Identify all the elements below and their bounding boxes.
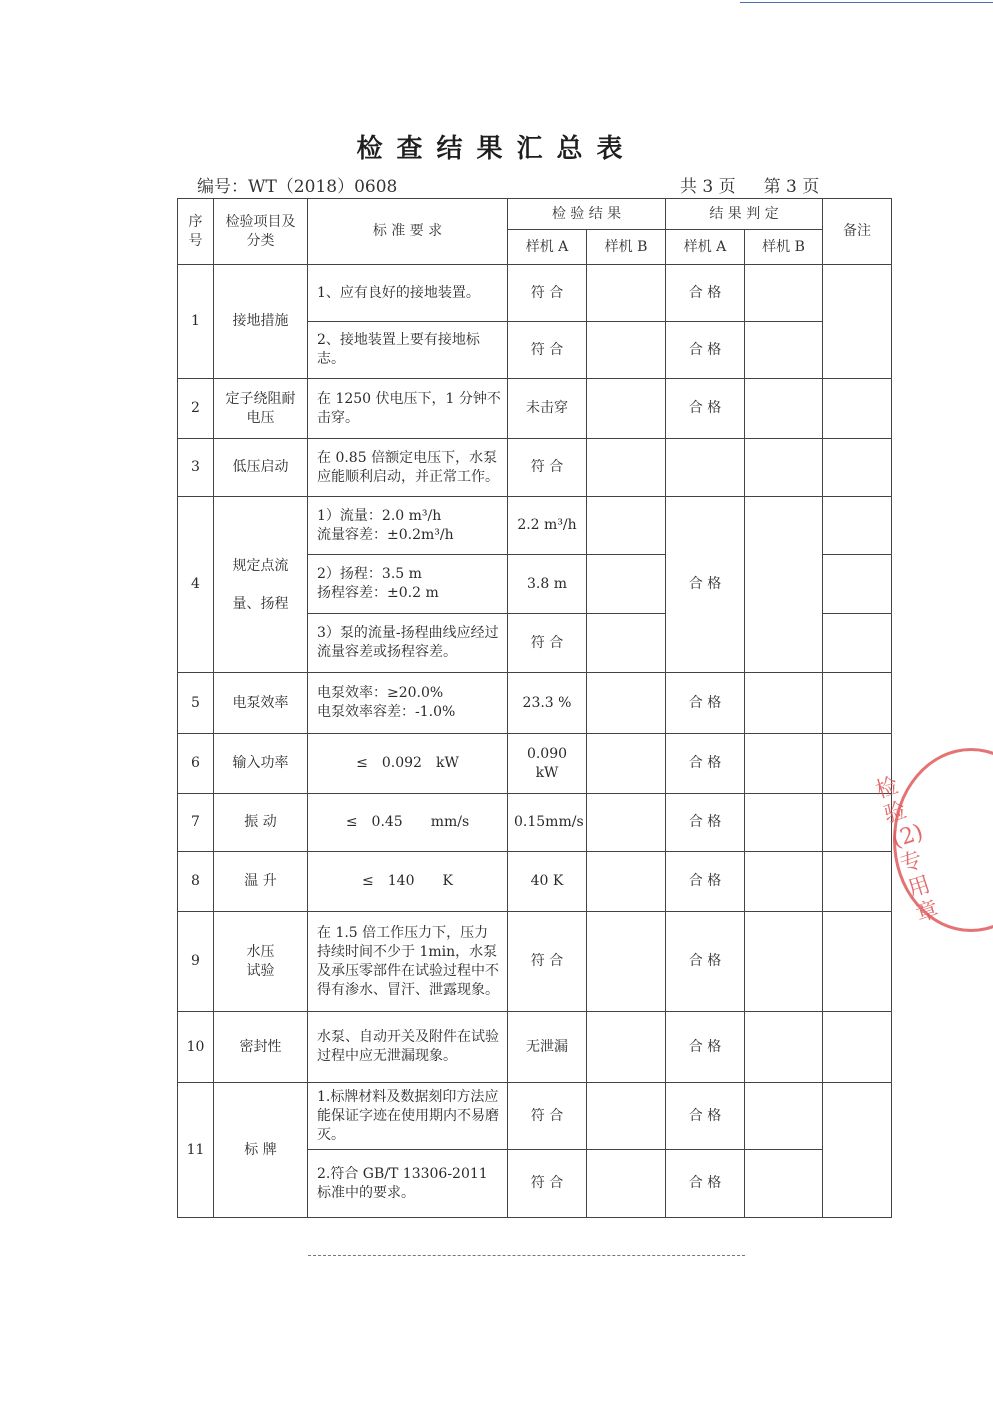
row-judge-b [745,265,823,322]
row-result-a: 23.3 % [508,673,587,734]
row-remark [823,673,892,734]
row-result-a: 0.090 kW [508,734,587,794]
header-sample-b: 样机 B [587,230,666,265]
header-row-1 [178,199,892,230]
row-judge-a: 合 格 [666,322,745,379]
header-seq: 序号 [178,199,214,265]
table-row [178,673,892,734]
row-remark [823,614,892,673]
row-judge-b [745,439,823,497]
row-seq: 4 [178,497,214,673]
row-seq: 8 [178,852,214,912]
row-seq: 9 [178,912,214,1012]
header-remark: 备注 [823,199,892,265]
row-result-a: 40 K [508,852,587,912]
row-remark [823,1012,892,1083]
total-pages: 共 3 页 [680,177,736,197]
requirement-line: 电泵效率：≥20.0% [317,685,444,701]
row-result-b [587,439,666,497]
row-judge-a: 合 格 [666,1012,745,1083]
row-result-a: 符 合 [508,1150,587,1218]
row-result-a: 符 合 [508,439,587,497]
row-judge-a: 合 格 [666,265,745,322]
row-result-a: 未击穿 [508,379,587,439]
row-requirement: 2.符合 GB/T 13306-2011 标准中的要求。 [308,1150,508,1218]
row-result-b [587,265,666,322]
row-seq: 1 [178,265,214,379]
row-result-b [587,1150,666,1218]
row-result-a: 符 合 [508,1083,587,1150]
row-remark [823,912,892,1012]
row-judge-a: 合 格 [666,379,745,439]
row-result-a: 符 合 [508,614,587,673]
row-judge-b [745,1012,823,1083]
row-result-a: 符 合 [508,322,587,379]
row-remark [823,555,892,614]
row-remark [823,379,892,439]
row-seq: 3 [178,439,214,497]
row-requirement: 2、接地装置上要有接地标志。 [308,322,508,379]
row-requirement: ≤ 0.092 kW [308,734,508,794]
table-row [178,497,892,555]
requirement-line: 2）扬程：3.5 m [317,566,422,582]
row-result-b [587,734,666,794]
row-result-b [587,852,666,912]
row-seq: 6 [178,734,214,794]
header-item: 检验项目及分类 [214,199,308,265]
document-number: 编号：WT（2018）0608 [197,177,398,197]
row-judge-b [745,379,823,439]
inspection-summary-table [177,198,892,1218]
row-requirement [308,497,508,555]
table-row [178,439,892,497]
row-judge-b [745,852,823,912]
row-judge-b [745,497,823,673]
row-judge-a: 合 格 [666,497,745,673]
row-seq: 5 [178,673,214,734]
row-item: 定子绕阻耐电压 [214,379,308,439]
row-item: 规定点流量、扬程 [214,497,308,673]
row-result-b [587,1083,666,1150]
page-title: 检查结果汇总表 [356,134,637,164]
seal-text: 检验(2)专用章 [872,773,942,928]
row-result-a: 3.8 m [508,555,587,614]
row-judge-b [745,912,823,1012]
row-seq: 2 [178,379,214,439]
current-page: 第 3 页 [763,177,820,197]
header-standard: 标 准 要 求 [308,199,508,265]
table-row [178,794,892,852]
row-result-b [587,1012,666,1083]
row-remark [823,439,892,497]
row-result-a: 符 合 [508,912,587,1012]
row-requirement [308,555,508,614]
row-judge-a: 合 格 [666,794,745,852]
row-seq: 7 [178,794,214,852]
row-judge-b [745,734,823,794]
row-requirement: ≤ 140 K [308,852,508,912]
row-item: 密封性 [214,1012,308,1083]
row-item: 电泵效率 [214,673,308,734]
row-judge-a: 合 格 [666,673,745,734]
header-sample-a: 样机 A [508,230,587,265]
row-result-b [587,794,666,852]
row-seq: 10 [178,1012,214,1083]
row-result-b [587,555,666,614]
row-requirement: 在 1250 伏电压下，1 分钟不击穿。 [308,379,508,439]
row-requirement [308,673,508,734]
row-judge-a: 合 格 [666,852,745,912]
row-item: 标 牌 [214,1083,308,1218]
row-remark [823,852,892,912]
row-seq: 11 [178,1083,214,1218]
row-judge-a: 合 格 [666,1150,745,1218]
row-result-b [587,379,666,439]
row-result-b [587,497,666,555]
header-judgement: 结 果 判 定 [666,199,823,230]
row-judge-a [666,439,745,497]
table-row [178,1012,892,1083]
row-requirement: 3）泵的流量-扬程曲线应经过流量容差或扬程容差。 [308,614,508,673]
row-requirement: 在 1.5 倍工作压力下，压力持续时间不少于 1min，水泵及承压零部件在试验过程中不得有渗水、冒汗、泄露现象。 [308,912,508,1012]
row-result-b [587,322,666,379]
row-judge-b [745,1150,823,1218]
scan-edge-line [740,2,993,3]
row-judge-b [745,794,823,852]
row-judge-b [745,322,823,379]
row-result-a: 符 合 [508,265,587,322]
row-item: 温 升 [214,852,308,912]
row-remark [823,265,892,379]
row-item: 振 动 [214,794,308,852]
table-row [178,852,892,912]
row-judge-a: 合 格 [666,912,745,1012]
end-of-page-rule [308,1255,745,1256]
header-judge-a: 样机 A [666,230,745,265]
row-requirement: 在 0.85 倍额定电压下，水泵应能顺利启动，并正常工作。 [308,439,508,497]
requirement-line: 电泵效率容差：-1.0% [317,704,456,720]
row-result-a: 2.2 m³/h [508,497,587,555]
row-item: 低压启动 [214,439,308,497]
requirement-line: 流量容差：±0.2m³/h [317,526,454,543]
row-judge-b [745,1083,823,1150]
table-row [178,379,892,439]
page-count [680,172,847,197]
row-item: 输入功率 [214,734,308,794]
row-item: 接地措施 [214,265,308,379]
row-result-a: 0.15mm/s [508,794,587,852]
header-judge-b: 样机 B [745,230,823,265]
row-remark [823,1083,892,1218]
row-result-b [587,673,666,734]
row-judge-a: 合 格 [666,1083,745,1150]
row-item: 水压试验 [214,912,308,1012]
row-remark [823,497,892,555]
row-judge-b [745,673,823,734]
requirement-line: 扬程容差：±0.2 m [317,585,439,601]
row-requirement: ≤ 0.45 mm/s [308,794,508,852]
requirement-line: 1）流量：2.0 m³/h [317,507,442,524]
table-row [178,265,892,322]
row-result-a: 无泄漏 [508,1012,587,1083]
header-result: 检 验 结 果 [508,199,666,230]
row-requirement: 1、应有良好的接地装置。 [308,265,508,322]
row-result-b [587,912,666,1012]
table-row [178,734,892,794]
table-row [178,1083,892,1150]
row-judge-a: 合 格 [666,734,745,794]
row-result-b [587,614,666,673]
row-requirement: 水泵、自动开关及附件在试验过程中应无泄漏现象。 [308,1012,508,1083]
table-row [178,912,892,1012]
row-requirement: 1.标牌材料及数据刻印方法应能保证字迹在使用期内不易磨灭。 [308,1083,508,1150]
